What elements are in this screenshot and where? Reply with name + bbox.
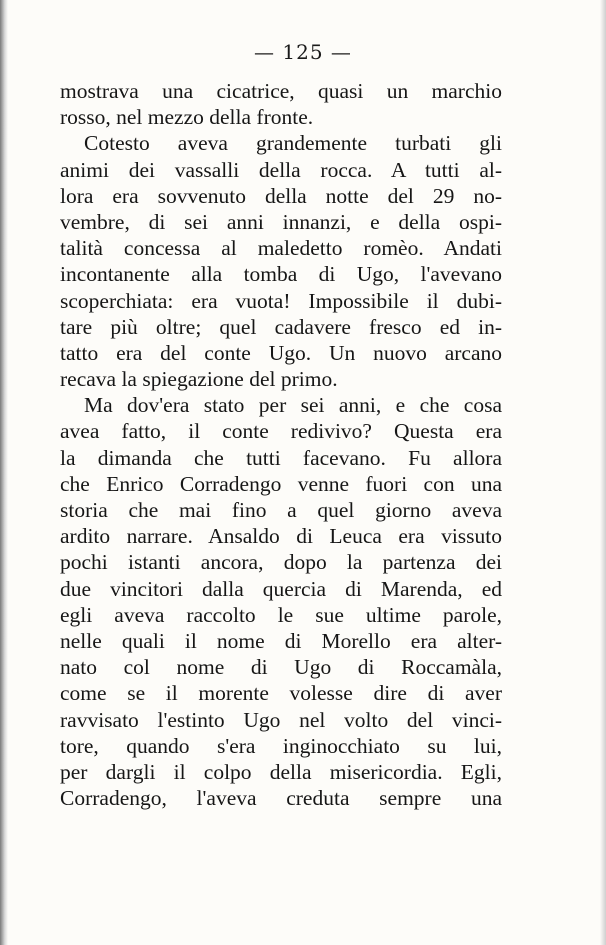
text-line: che Enrico Corradengo venne fuori con una [60, 471, 502, 496]
text-line: storia che mai fino a quel giorno aveva [60, 498, 502, 522]
text-line: Ma dov'era stato per sei anni, e che cosa [84, 393, 502, 418]
text-line: due vincitori dalla quercia di Marenda, ed [60, 576, 502, 601]
text-line: per dargli il colpo della misericordia. Egli, [60, 759, 502, 784]
text-line: ardito narrare. Ansaldo di Leuca era vissuto [60, 524, 502, 549]
text-line: egli aveva raccolto le sue ultime parole, [60, 602, 502, 627]
body-text [60, 78, 502, 811]
text-line: talità concessa al maledetto romèo. Andati [60, 236, 502, 261]
text-line: mostrava una cicatrice, quasi un marchio [60, 79, 502, 103]
text-line: ravvisato l'estinto Ugo nel volto del vinci- [60, 707, 502, 732]
text-line: come se il morente volesse dire di aver [60, 681, 502, 706]
text-line: pochi istanti ancora, dopo la partenza dei [60, 550, 502, 575]
text-line: tatto era del conte Ugo. Un nuovo arcano [60, 340, 502, 365]
text-line: rosso, nel mezzo della fronte. [60, 105, 314, 130]
page-edge-shadow [600, 0, 606, 945]
text-line: Corradengo, l'aveva creduta sempre una [60, 786, 502, 811]
text-line: tare più oltre; quel cadavere fresco ed in- [60, 314, 502, 339]
text-line: la dimanda che tutti facevano. Fu allora [60, 445, 502, 470]
text-line: Cotesto aveva grandemente turbati gli [84, 131, 502, 156]
page-binding-shadow [0, 0, 8, 945]
text-line: nelle quali il nome di Morello era alter- [60, 628, 502, 653]
text-line: nato col nome di Ugo di Roccamàla, [60, 655, 502, 680]
text-line: animi dei vassalli della rocca. A tutti al- [60, 157, 502, 182]
text-line: tore, quando s'era inginocchiato su lui, [60, 733, 502, 758]
text-line: incontanente alla tomba di Ugo, l'avevano [60, 262, 502, 287]
text-line: avea fatto, il conte redivivo? Questa era [60, 419, 502, 444]
text-line: lora era sovvenuto della notte del 29 no- [60, 183, 502, 208]
text-line: vembre, di sei anni innanzi, e della ospi- [60, 209, 502, 234]
text-line: scoperchiata: era vuota! Impossibile il dubi- [60, 288, 502, 313]
text-line: recava la spiegazione del primo. [60, 367, 338, 392]
page-number: — 125 — [254, 40, 352, 64]
